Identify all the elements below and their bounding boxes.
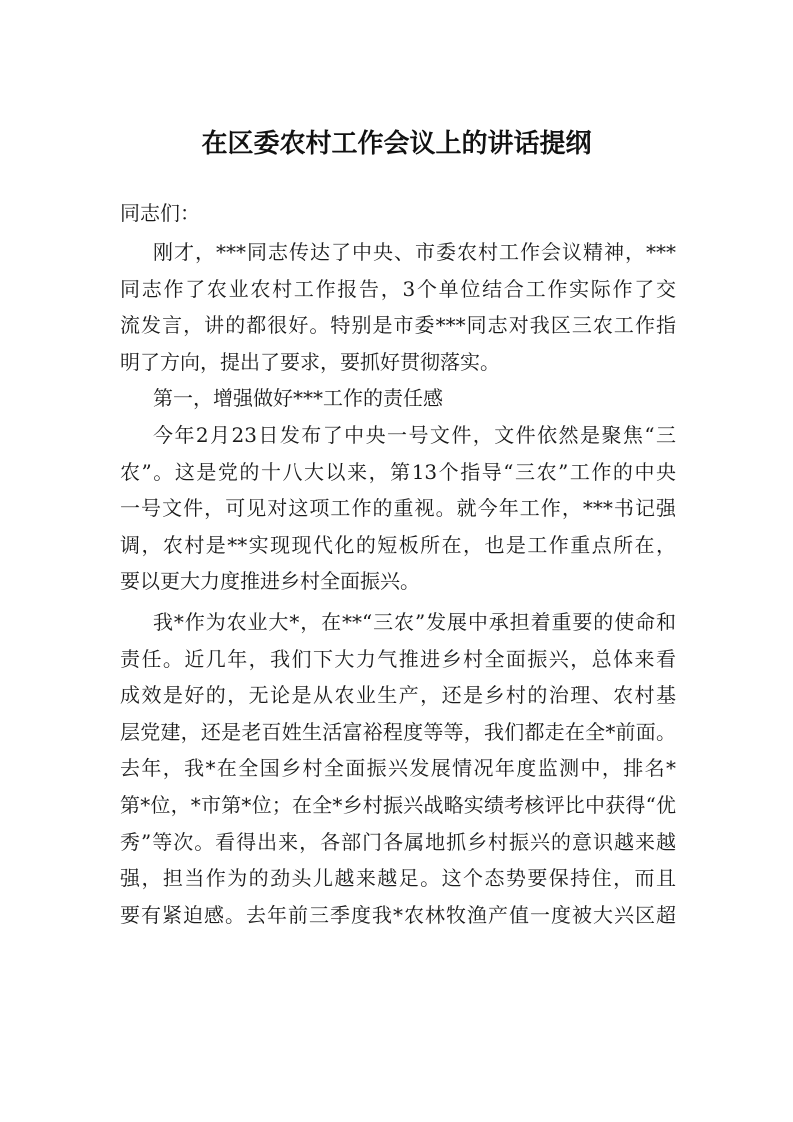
document-title: 在区委农村工作会议上的讲话提纲 — [201, 129, 592, 159]
paragraph-line: 刚才，***同志传达了中央、市委农村工作会议精神，*** — [153, 240, 676, 264]
paragraph-line: 成效是好的，无论是从农业生产，还是乡村的治理、农村基 — [120, 683, 676, 708]
paragraph-line: 农”。这是党的十八大以来，第13个指导“三农”工作的中央 — [120, 459, 676, 484]
paragraph-line: 要以更大力度推进乡村全面振兴。 — [120, 569, 420, 594]
paragraph-line: 去年，我*在全国乡村全面振兴发展情况年度监测中，排名* — [120, 756, 676, 781]
paragraph-line: 层党建，还是老百姓生活富裕程度等等，我们都走在全*前面。 — [120, 719, 676, 744]
paragraph-line: 今年2月23日发布了中央一号文件，文件依然是聚焦“三 — [153, 422, 676, 447]
document-body — [120, 192, 676, 933]
paragraph-line: 明了方向，提出了要求，要抓好贯彻落实。 — [120, 349, 500, 374]
paragraph-2 — [120, 417, 676, 600]
paragraph-line: 秀”等次。看得出来，各部门各属地抓乡村振兴的意识越来越 — [120, 829, 676, 854]
paragraph-line: 强，担当作为的劲头儿越来越足。这个态势要保持住，而且 — [120, 866, 676, 891]
paragraph-line: 一号文件，可见对这项工作的重视。就今年工作，***书记强 — [120, 496, 676, 521]
paragraph-line: 流发言，讲的都很好。特别是市委***同志对我区三农工作指 — [120, 313, 676, 338]
section-heading: 第一，增强做好***工作的责任感 — [153, 386, 443, 411]
salutation: 同志们： — [120, 201, 200, 225]
paragraph-line: 第*位，*市第*位；在全*乡村振兴战略实绩考核评比中获得“优 — [120, 792, 676, 817]
section-heading-1 — [120, 380, 676, 417]
paragraph-3 — [120, 604, 676, 933]
paragraph-1 — [120, 234, 676, 380]
paragraph-line: 要有紧迫感。去年前三季度我*农林牧渔产值一度被大兴区超 — [120, 902, 676, 927]
paragraph-line: 调，农村是**实现现代化的短板所在，也是工作重点所在， — [120, 532, 676, 557]
paragraph-line: 同志作了农业农村工作报告，3个单位结合工作实际作了交 — [120, 276, 676, 301]
paragraph-line: 责任。近几年，我们下大力气推进乡村全面振兴，总体来看 — [120, 646, 676, 671]
paragraph-line: 我*作为农业大*，在**“三农”发展中承担着重要的使命和 — [153, 609, 676, 634]
